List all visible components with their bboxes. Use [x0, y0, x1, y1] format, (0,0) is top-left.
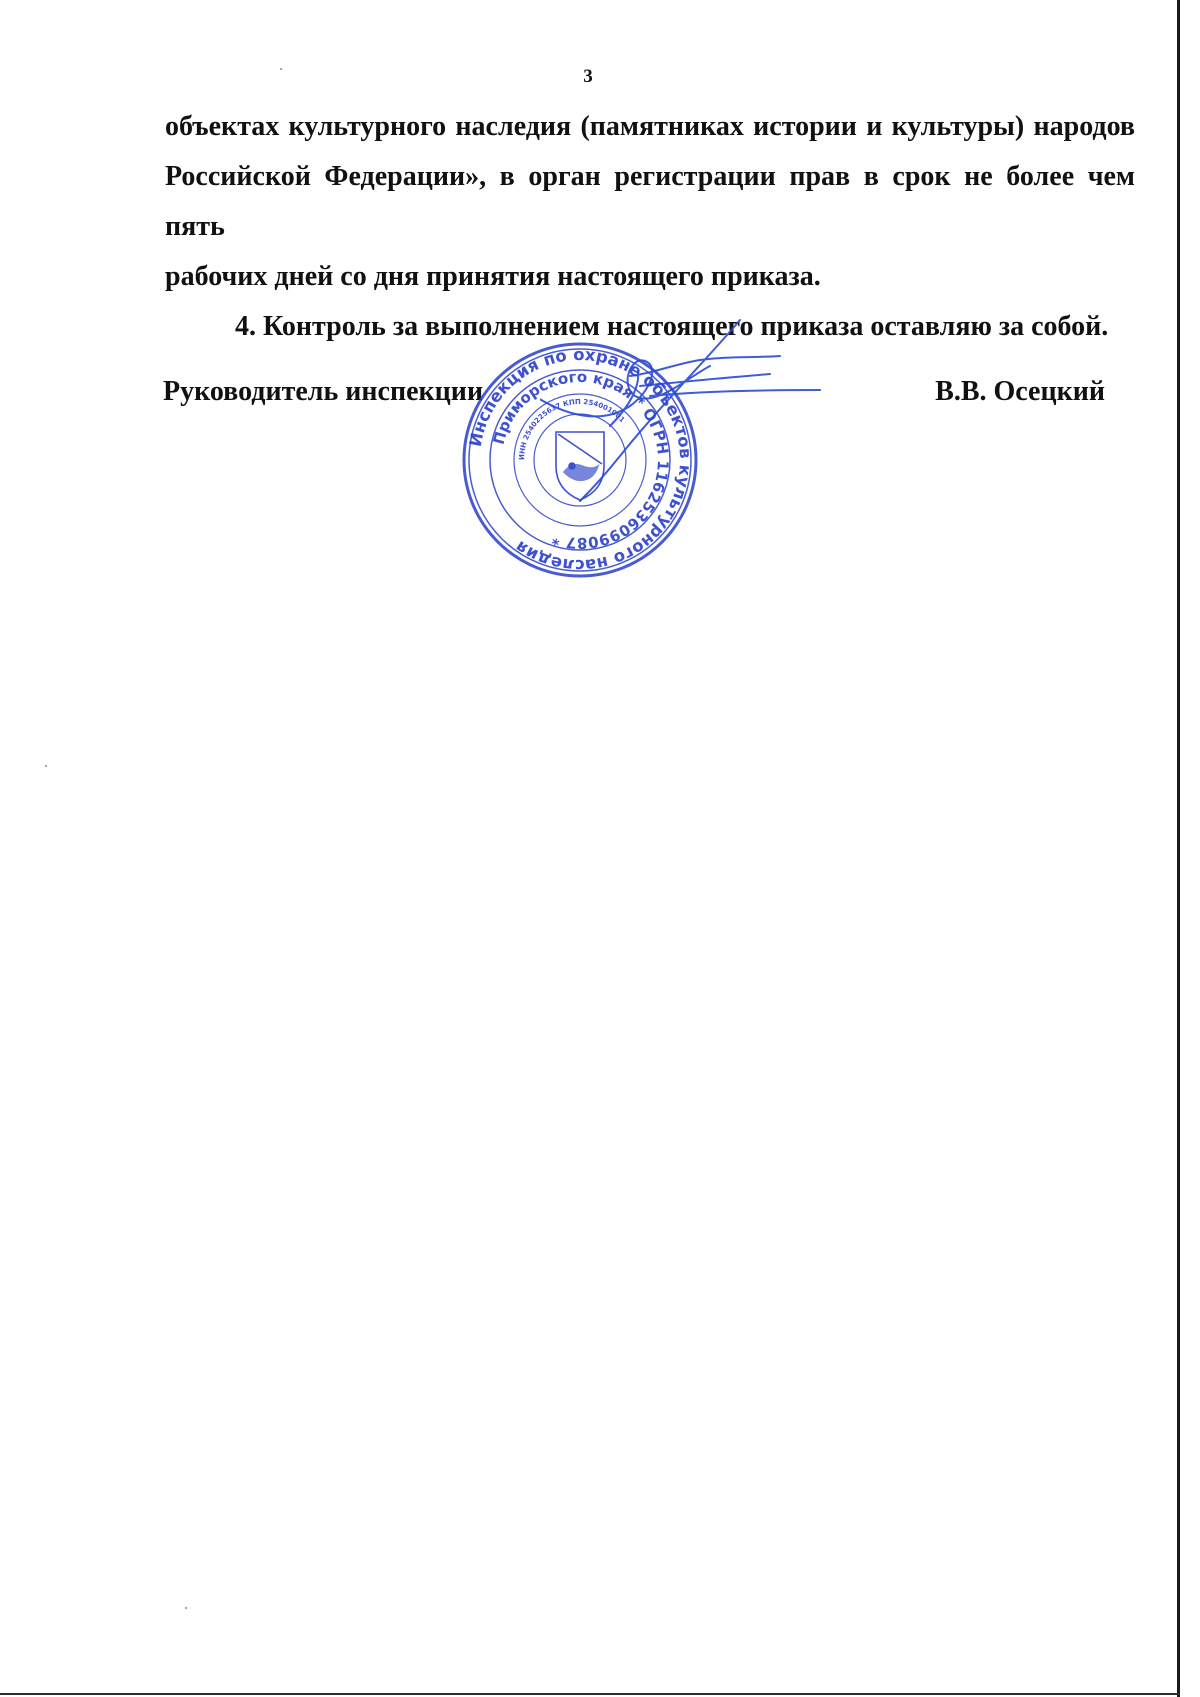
- scan-speck: [280, 68, 282, 70]
- paragraph-continued: объектах культурного наследия (памятниках истории и культуры) народов Российской Федерации», в орган регистрации прав в срок не более чем пять: [165, 111, 1135, 242]
- paragraph-item-4: 4. Контроль за выполнением настоящего приказа оставляю за собой.: [235, 311, 1109, 342]
- stamp-micro-text: ИНН 2540225637 КПП 254001001: [517, 397, 627, 461]
- scan-edge-bottom: [0, 1693, 1180, 1695]
- scan-speck: [185, 1607, 187, 1609]
- signatory-name: В.В. Осецкий: [935, 376, 1105, 407]
- stamp-outer-text: Инспекция по охране объектов культурного наследия: [465, 344, 696, 576]
- scan-edge-right: [1177, 0, 1180, 1697]
- paragraph-continued-last-line: рабочих дней со дня принятия настоящего приказа.: [165, 261, 821, 292]
- handwritten-signature: [540, 316, 840, 516]
- scan-speck: [45, 765, 47, 767]
- document-body: [165, 102, 1135, 352]
- signatory-role: Руководитель инспекции: [163, 376, 484, 407]
- page-number: 3: [583, 66, 593, 87]
- stamp-inner-text: Приморского края * ОГРН 1162536099087 *: [489, 367, 673, 553]
